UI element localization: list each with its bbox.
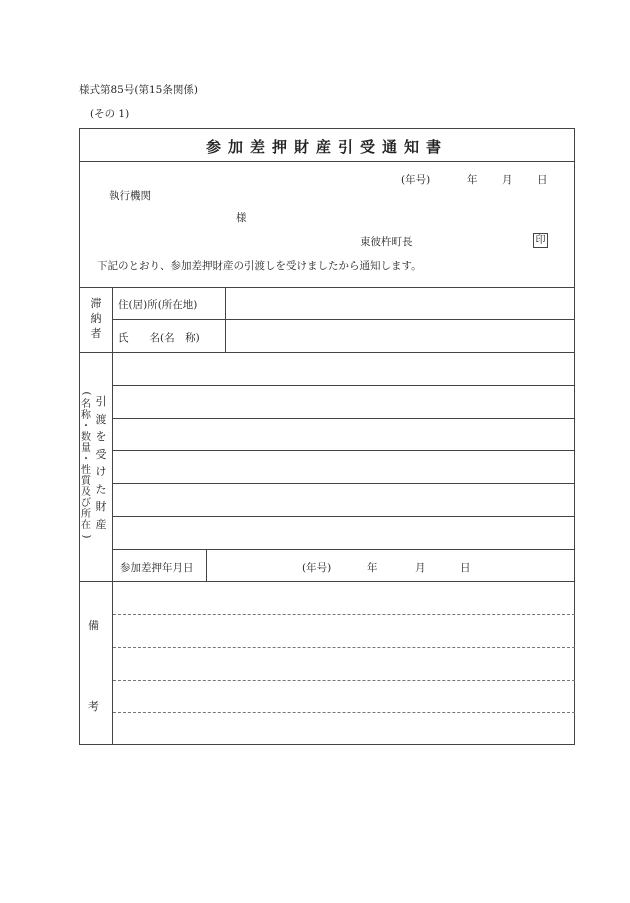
attachment-date-day: 日 [460, 562, 471, 574]
remarks-label-top: 備 [88, 619, 99, 632]
property-row-divider-4 [112, 483, 575, 484]
attachment-date-year: 年 [367, 562, 378, 574]
property-label-char-5: け [95, 465, 107, 478]
label-column-divider [112, 287, 113, 745]
property-sub-char-14: ) [80, 534, 92, 539]
property-label-char-8: 産 [95, 517, 107, 531]
property-sub-char-1: ( [80, 391, 92, 396]
property-label-char-2: 渡 [95, 412, 107, 426]
property-sub-char-3: 称 [81, 410, 91, 421]
remarks-dashed-line-4 [113, 712, 575, 713]
property-row-divider-5 [112, 516, 575, 517]
notice-date-month: 月 [502, 174, 513, 186]
taxpayer-label [80, 297, 112, 340]
property-sub-char-8: 性 [81, 465, 91, 476]
taxpayer-label-char-2: 納 [90, 312, 102, 325]
taxpayer-address-label: 住(居)所(所在地) [118, 299, 198, 311]
property-sub-char-9: 質 [81, 476, 91, 487]
date-label-divider [206, 549, 207, 581]
property-row-divider-6 [112, 549, 575, 550]
property-sub-char-6: 量 [81, 443, 91, 454]
property-sub-char-11: び [81, 498, 91, 509]
taxpayer-label-char-3: 者 [90, 327, 102, 340]
property-sub-char-13: 在 [81, 520, 91, 531]
property-sub-char-2: 名 [81, 399, 91, 410]
attachment-date-era: (年号) [302, 562, 332, 574]
form-sub-number: (その 1) [90, 108, 130, 120]
notice-date-day: 日 [537, 174, 548, 186]
property-sub-char-7: ・ [81, 454, 91, 465]
attachment-date-month: 月 [415, 562, 426, 574]
taxpayer-label-divider [225, 287, 226, 352]
property-sub-char-4: ・ [81, 421, 91, 432]
property-row-divider-1 [112, 385, 575, 386]
taxpayer-divider [79, 352, 575, 353]
property-row-divider-3 [112, 450, 575, 451]
property-label-sub [80, 388, 92, 542]
remarks-dashed-line-1 [113, 614, 575, 615]
property-label-char-7: 財 [95, 500, 107, 513]
title-divider [79, 161, 575, 162]
addressee-honorific: 様 [236, 212, 247, 224]
property-row-divider-2 [112, 418, 575, 419]
property-label-char-1: 引 [95, 395, 107, 408]
addressee-label: 執行機関 [109, 190, 151, 202]
remarks-label-bottom: 考 [88, 700, 99, 713]
notice-message: 下記のとおり、参加差押財産の引渡しを受けましたから通知します。 [97, 260, 422, 272]
property-divider [79, 581, 575, 582]
property-label-char-6: た [95, 482, 107, 496]
attachment-date-label: 参加差押年月日 [120, 562, 194, 574]
taxpayer-row-divider [112, 319, 575, 320]
seal-mark: 印 [533, 233, 548, 248]
remarks-dashed-line-2 [113, 647, 575, 648]
property-sub-char-5: 数 [81, 432, 91, 443]
notice-date-era: (年号) [401, 174, 431, 186]
sender-name: 東彼杵町長 [360, 236, 413, 248]
remarks-dashed-line-3 [113, 680, 575, 681]
property-label-main [94, 393, 108, 533]
property-sub-char-10: 及 [81, 487, 91, 498]
notice-divider [79, 287, 575, 288]
property-label-char-3: を [95, 430, 107, 443]
property-label-char-4: 受 [95, 447, 107, 461]
notice-date-year: 年 [467, 174, 478, 186]
document-title: 参加差押財産引受通知書 [205, 138, 448, 156]
property-sub-char-12: 所 [81, 509, 91, 520]
form-number: 様式第85号(第15条関係) [79, 84, 198, 96]
taxpayer-label-char-1: 滞 [90, 297, 102, 310]
taxpayer-name-label: 氏 名(名 称) [118, 332, 200, 344]
form-frame [79, 128, 575, 745]
